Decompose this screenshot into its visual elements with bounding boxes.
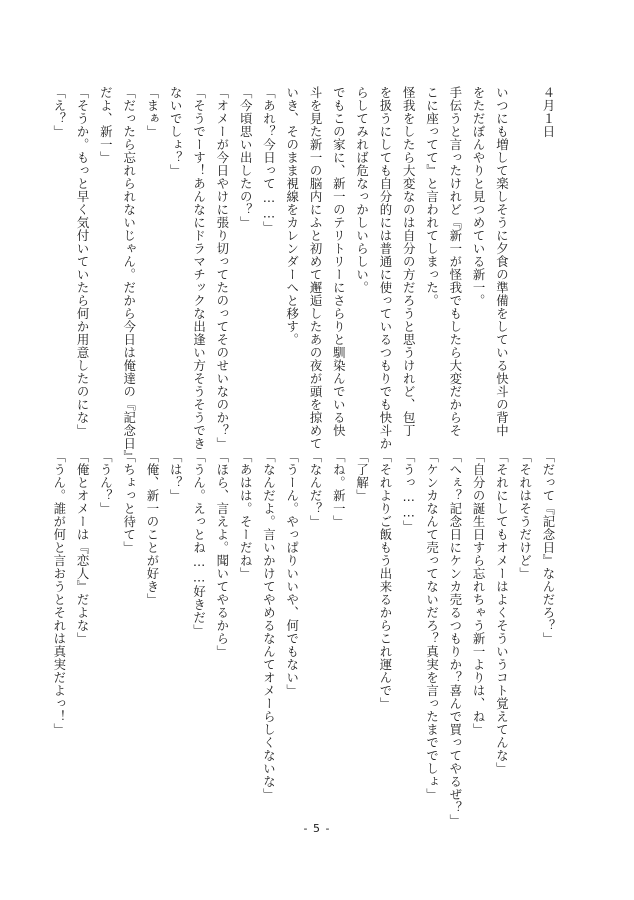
text-line: 「は？」 (168, 450, 184, 502)
lower-text-block (51, 450, 560, 827)
text-line: 怪我をしたら大変なのは自分の方だろうと思うけれど、包丁 (401, 86, 417, 437)
text-line: 「今頃思い出したの？」 (238, 86, 254, 229)
text-line: 「まぁ」 (144, 86, 160, 138)
text-line: 「そうでーす！あんなにドラマチックな出逢い方そうそうでき (191, 86, 207, 450)
text-line: 「それはそうだけど」 (517, 450, 533, 580)
text-line: 「あはは。そーだね」 (238, 450, 254, 580)
text-line: 「うーん。やっぱりいいや、何でもない」 (284, 450, 300, 697)
text-line: 「そうか。もっと早く気付いていたら何か用意したのにな」 (75, 86, 91, 437)
text-line: 「だって『記念日』なんだろ？」 (541, 450, 556, 645)
text-line: でもこの家に、新一のテリトリーにさらりと馴染んでいる快 (331, 86, 347, 437)
upper-text-block (51, 86, 560, 463)
text-line: 「俺とオメーは『恋人』だよな」 (75, 450, 91, 645)
text-line: 「へぇ？記念日にケンカ売るつもりか？喜んで買ってやるぜ？」 (447, 450, 463, 827)
text-line: 斗を見た新一の脳内にふと初めて邂逅したあの夜が頭を掠めて (308, 86, 324, 450)
text-line: だよ、新一」 (98, 86, 114, 164)
text-line: 「自分の誕生日すら忘れちゃう新一よりは、ね」 (471, 450, 487, 736)
text-line: を扱うにしても自分的には普通に使っているつもりでも快斗か (377, 86, 393, 450)
text-line: いき、そのまま視線をカレンダーへと移す。 (284, 86, 300, 346)
text-line: ないでしょ？」 (168, 86, 184, 177)
text-line: 「うん？」 (98, 450, 114, 515)
text-line: 「俺、新一のことが好き」 (144, 450, 160, 606)
text-line: 「ケンカなんて売ってないだろ？真実を言ったまででしょ」 (424, 450, 440, 801)
text-line: 「なんだ？」 (308, 450, 324, 528)
text-line: 手伝うと言ったけれど『新一が怪我でもしたら大変だからそ (447, 86, 463, 437)
text-line: 「うん。誰が何と言おうとそれは真実だよっ！」 (51, 450, 67, 736)
text-line: ４月１日 (541, 86, 556, 138)
text-line: 「了解」 (354, 450, 370, 502)
text-line: 「オメーが今日やけに張り切ってたのってそのせいなのか？」 (214, 86, 230, 450)
text-line: をただぼんやりと見つめている新一。 (471, 86, 487, 307)
text-line: 「なんだよ。言いかけてやめるなんてオメーらしくないな」 (261, 450, 277, 801)
text-line: 「うん。えっとね……好きだ」 (191, 450, 207, 638)
text-line: 「だったら忘れられないじゃん。だから今日は俺達の『記念日』 (121, 86, 137, 463)
text-line: こに座ってて』と言われてしまった。 (424, 86, 440, 307)
text-line: 「え？」 (51, 86, 67, 138)
text-line: 「ね。新一」 (331, 450, 347, 528)
text-line: いつにも増して楽しそうに夕食の準備をしている快斗の背中 (494, 86, 510, 437)
text-line: らしてみれば危なっかしいらしい。 (354, 86, 370, 294)
page-number: - 5 - (303, 822, 331, 835)
text-line: 「あれ？今日って……」 (261, 86, 277, 235)
text-line: 「ほら、言えよ。聞いてやるから」 (214, 450, 230, 658)
text-line: 「それよりご飯もう出来るからこれ運んで」 (377, 450, 393, 710)
text-line: 「うっ……」 (401, 450, 417, 534)
text-line: 「それにしてもオメーはよくそういうコト覚えてんな」 (494, 450, 510, 775)
text-line: 「ちょっと待て」 (121, 450, 137, 554)
text-line (513, 86, 536, 416)
